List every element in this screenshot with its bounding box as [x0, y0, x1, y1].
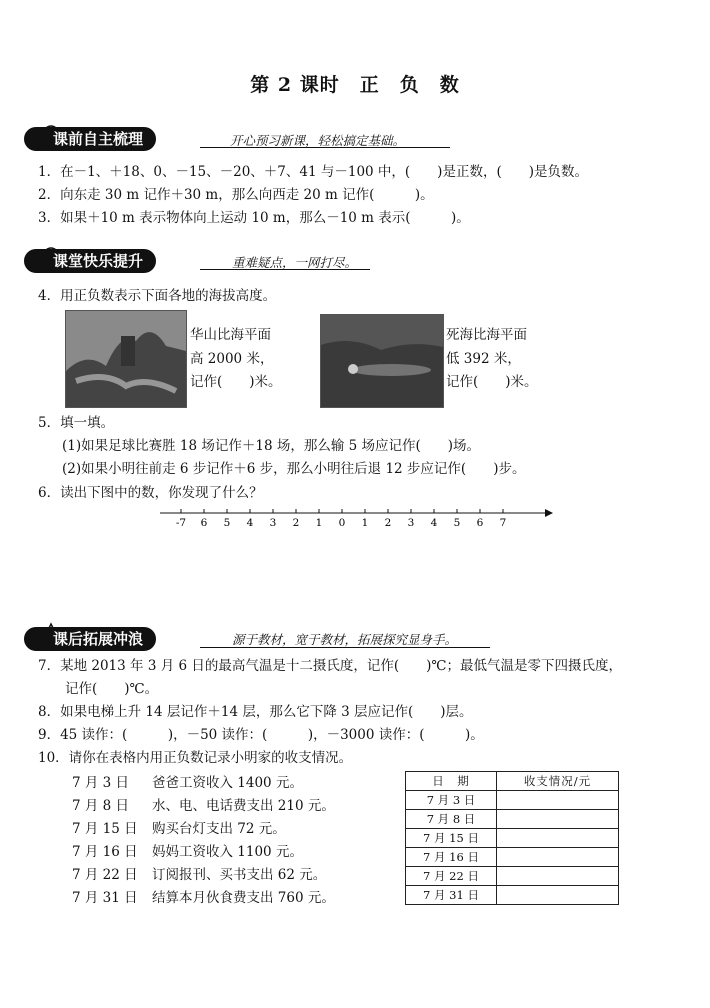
table-cell-amount[interactable]	[497, 791, 619, 810]
list-item-desc: 订阅报刊、买书支出 62 元。	[152, 867, 327, 883]
table-cell-amount[interactable]	[497, 810, 619, 829]
question-10: 10．请你在表格内用正负数记录小明家的收支情况。	[38, 750, 353, 766]
number-line-label: 1	[361, 517, 369, 529]
section-badge: 课前自主梳理	[24, 127, 156, 151]
table-header-date: 日 期	[406, 772, 497, 791]
number-line-label: 6	[476, 517, 484, 529]
question-9: 9．45 读作：( )，－50 读作：( )，－3000 读作：( )。	[38, 727, 484, 743]
question-4: 4．用正负数表示下面各地的海拔高度。	[38, 288, 277, 304]
huashan-text-1: 华山比海平面	[190, 327, 271, 343]
table-header-amount: 收支情况/元	[497, 772, 619, 791]
number-line-label: 3	[269, 517, 277, 529]
question-2: 2．向东走 30 m 记作＋30 m，那么向西走 20 m 记作( )。	[38, 187, 434, 203]
section-slogan: 开心预习新课，轻松搞定基础。	[230, 133, 406, 148]
section-badge: 课后拓展冲浪	[24, 627, 156, 651]
table-cell-amount[interactable]	[497, 829, 619, 848]
table-cell-date: 7 月 8 日	[406, 810, 497, 829]
page-title: 第 2 课时 正 负 数	[250, 74, 460, 96]
table-cell-date: 7 月 31 日	[406, 886, 497, 905]
number-line-label: 1	[315, 517, 323, 529]
question-8: 8．如果电梯上升 14 层记作＋14 层，那么它下降 3 层应记作( )层。	[38, 704, 473, 720]
table-cell-amount[interactable]	[497, 867, 619, 886]
question-5-2: (2)如果小明往前走 6 步记作＋6 步，那么小明往后退 12 步应记作( )步。	[62, 461, 526, 477]
section-slogan: 源于教材，宽于教材，拓展探究显身手。	[232, 632, 458, 647]
question-5-1: (1)如果足球比赛胜 18 场记作＋18 场，那么输 5 场应记作( )场。	[62, 438, 481, 454]
list-item-desc: 妈妈工资收入 1100 元。	[152, 844, 303, 860]
question-7b: 记作( )℃。	[65, 681, 159, 697]
section-badge: 课堂快乐提升	[24, 249, 156, 273]
number-line-label: -7	[175, 517, 187, 529]
number-line-label: 4	[246, 517, 254, 529]
huashan-text-2: 高 2000 米，	[190, 351, 274, 367]
dead-sea-text-2: 低 392 米，	[446, 351, 521, 367]
number-line-label: 2	[292, 517, 300, 529]
list-item-desc: 爸爸工资收入 1400 元。	[152, 775, 303, 791]
number-line-label: 4	[430, 517, 438, 529]
number-line-label: 0	[338, 517, 346, 529]
list-item-date: 7 月 16 日	[72, 844, 138, 860]
section-slogan: 重难疑点，一网打尽。	[232, 255, 358, 270]
dead-sea-text-1: 死海比海平面	[446, 327, 527, 343]
question-6: 6．读出下图中的数，你发现了什么？	[38, 485, 263, 501]
dead-sea-text-3: 记作( )米。	[446, 374, 538, 390]
table-cell-date: 7 月 15 日	[406, 829, 497, 848]
question-3: 3．如果＋10 m 表示物体向上运动 10 m，那么－10 m 表示( )。	[38, 210, 470, 226]
ledger-table	[405, 771, 619, 905]
number-line-label: 6	[200, 517, 208, 529]
table-row	[406, 791, 619, 810]
huashan-photo	[65, 310, 187, 408]
list-item-date: 7 月 31 日	[72, 890, 138, 906]
table-row	[406, 848, 619, 867]
table-row	[406, 810, 619, 829]
table-cell-date: 7 月 3 日	[406, 791, 497, 810]
list-item-desc: 结算本月伙食费支出 760 元。	[152, 890, 335, 906]
list-item-desc: 水、电、电话费支出 210 元。	[152, 798, 335, 814]
table-row	[406, 829, 619, 848]
number-line-label: 5	[453, 517, 461, 529]
number-line-label: 5	[223, 517, 231, 529]
huashan-text-3: 记作( )米。	[190, 374, 282, 390]
table-cell-date: 7 月 22 日	[406, 867, 497, 886]
number-line	[155, 505, 555, 531]
arrow-right-icon	[545, 509, 553, 517]
table-row	[406, 886, 619, 905]
list-item-date: 7 月 3 日	[72, 775, 130, 791]
number-line-label: 3	[407, 517, 415, 529]
list-item-date: 7 月 8 日	[72, 798, 130, 814]
question-5: 5．填一填。	[38, 415, 115, 431]
number-line-label: 2	[384, 517, 392, 529]
list-item-date: 7 月 22 日	[72, 867, 138, 883]
table-row	[406, 867, 619, 886]
table-cell-amount[interactable]	[497, 848, 619, 867]
dead-sea-photo	[320, 314, 444, 408]
question-1: 1．在－1、＋18、0、－15、－20、＋7、41 与－100 中，( )是正数，( )是负数。	[38, 164, 588, 180]
number-line-label: 7	[499, 517, 507, 529]
question-7a: 7．某地 2013 年 3 月 6 日的最高气温是十二摄氏度，记作( )℃；最低气温是零下四摄氏度，	[38, 658, 623, 674]
table-cell-amount[interactable]	[497, 886, 619, 905]
list-item-desc: 购买台灯支出 72 元。	[152, 821, 286, 837]
table-cell-date: 7 月 16 日	[406, 848, 497, 867]
list-item-date: 7 月 15 日	[72, 821, 138, 837]
